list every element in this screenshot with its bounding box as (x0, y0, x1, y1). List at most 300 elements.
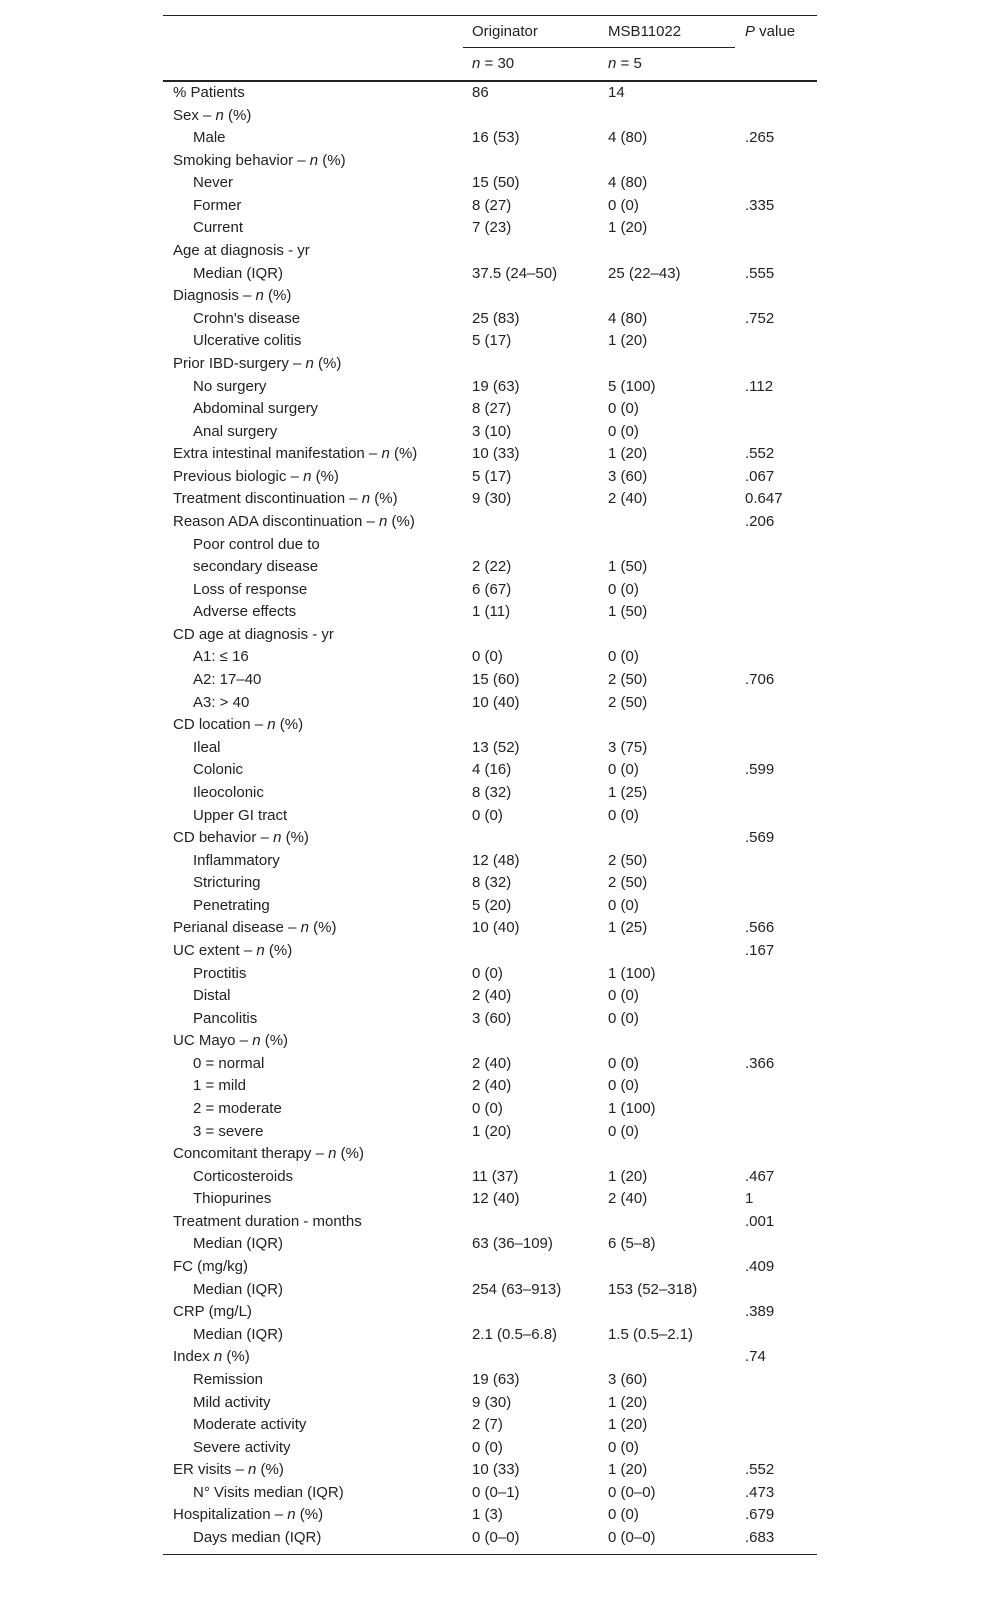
table-row (163, 827, 817, 850)
p-value: .555 (745, 264, 775, 282)
row-label (173, 488, 398, 511)
label-text: Distal (193, 987, 231, 1005)
table-row (163, 1369, 817, 1392)
originator-value: 5 (20) (472, 896, 512, 914)
msb11022-value: 0 (0) (608, 648, 639, 666)
msb11022-value: 0 (0) (608, 987, 639, 1005)
table-row (163, 1256, 817, 1279)
table-row (163, 1098, 817, 1121)
msb11022-value: 0 (0) (608, 422, 639, 440)
label-text: Mild activity (193, 1393, 271, 1411)
msb11022-value: 0 (0) (608, 196, 639, 214)
header-row-n (163, 48, 817, 80)
row-label (193, 737, 221, 760)
label-text: No surgery (193, 377, 267, 395)
table-row (163, 1008, 817, 1031)
row-label (193, 1437, 291, 1460)
table-row (163, 1188, 817, 1211)
row-label (193, 1527, 321, 1550)
label-italic: n (300, 919, 309, 937)
label-text: Colonic (193, 761, 244, 779)
table-row (163, 466, 817, 489)
msb11022-value: 2 (50) (608, 851, 648, 869)
table-row (163, 376, 817, 399)
msb11022-value: 0 (0) (608, 1077, 639, 1095)
label-text: Anal surgery (193, 422, 278, 440)
originator-value: 8 (27) (472, 400, 512, 418)
table-row (163, 579, 817, 602)
label-text: (%) (295, 1506, 324, 1524)
row-label (193, 759, 243, 782)
originator-value: 7 (23) (472, 219, 512, 237)
label-text: Poor control due to (193, 535, 320, 553)
label-text: FC (mg/kg) (173, 1258, 248, 1276)
msb11022-value: 1 (20) (608, 1461, 648, 1479)
label-text: Sex – (173, 106, 216, 124)
row-label (193, 669, 261, 692)
label-text: (%) (281, 829, 309, 847)
msb11022-value: 2 (50) (608, 671, 648, 689)
row-label (193, 534, 320, 557)
row-label (193, 782, 264, 805)
originator-value: 63 (36–109) (472, 1235, 553, 1253)
label-text: Extra intestinal manifestation – (173, 445, 382, 463)
table-row (163, 1143, 817, 1166)
n-msb11022 (608, 48, 642, 80)
row-label (193, 963, 246, 986)
p-value: .389 (745, 1303, 775, 1321)
originator-value: 10 (33) (472, 445, 520, 463)
label-italic: n (381, 445, 390, 463)
msb11022-value: 0 (0–0) (608, 1529, 656, 1546)
p-value: .409 (745, 1258, 775, 1276)
table-row (163, 105, 817, 128)
label-text: Age at diagnosis - yr (173, 242, 310, 260)
originator-value: 10 (40) (472, 919, 520, 937)
row-label (193, 263, 283, 286)
row-label (193, 195, 241, 218)
label-text: Abdominal surgery (193, 400, 319, 418)
row-label (173, 827, 309, 850)
row-label (173, 82, 245, 105)
label-text: 3 = severe (193, 1122, 264, 1140)
table-row (163, 692, 817, 715)
label-text: (%) (311, 467, 339, 485)
msb11022-value: 1 (100) (608, 964, 656, 982)
label-text: 2 = moderate (193, 1100, 282, 1118)
originator-value: 16 (53) (472, 129, 520, 147)
table-body (163, 82, 817, 1555)
row-label (193, 172, 233, 195)
label-text: Upper GI tract (193, 806, 288, 824)
originator-value: 254 (63–913) (472, 1280, 562, 1298)
row-label (193, 556, 318, 579)
label-text: (%) (313, 354, 342, 372)
row-label (173, 1211, 362, 1234)
row-label (193, 217, 243, 240)
row-label (193, 850, 280, 873)
originator-value: 4 (16) (472, 761, 512, 779)
originator-value: 37.5 (24–50) (472, 264, 558, 282)
originator-value: 5 (17) (472, 467, 512, 485)
p-value: .001 (745, 1212, 775, 1230)
table-row (163, 1504, 817, 1527)
table-row (163, 895, 817, 918)
originator-value: 8 (32) (472, 874, 512, 892)
label-text: UC extent – (173, 941, 257, 959)
label-text: secondary disease (193, 558, 319, 576)
table-row (163, 353, 817, 376)
row-label (193, 308, 300, 331)
label-text: (%) (264, 941, 293, 959)
row-label (173, 443, 417, 466)
p-value: .706 (745, 671, 775, 689)
row-label (193, 1482, 344, 1505)
label-italic: n (255, 287, 264, 305)
row-label (173, 1301, 252, 1324)
originator-value: 13 (52) (472, 738, 520, 756)
table-row (163, 534, 817, 557)
table-row (163, 421, 817, 444)
msb11022-value: 2 (40) (608, 490, 648, 508)
row-label (193, 1121, 263, 1144)
table-row (163, 1030, 817, 1053)
msb11022-value: 1.5 (0.5–2.1) (608, 1325, 694, 1343)
label-text: Ulcerative colitis (193, 332, 302, 350)
msb11022-value: 1 (20) (608, 1393, 648, 1411)
label-text: Pancolitis (193, 1009, 258, 1027)
table-row (163, 240, 817, 263)
p-value: .473 (745, 1483, 775, 1501)
baseline-characteristics-table (163, 15, 817, 1555)
originator-value: 6 (67) (472, 580, 512, 598)
row-label (173, 1459, 284, 1482)
table-row (163, 963, 817, 986)
p-value: .167 (745, 941, 775, 959)
originator-value: 0 (0) (472, 1438, 503, 1456)
row-label (193, 1392, 271, 1415)
msb11022-value: 2 (40) (608, 1190, 648, 1208)
p-value: .366 (745, 1054, 775, 1072)
row-label (193, 330, 301, 353)
label-text: (%) (223, 106, 252, 124)
label-text: (%) (308, 919, 337, 937)
row-label (193, 579, 307, 602)
table-row (163, 1166, 817, 1189)
originator-value: 3 (60) (472, 1009, 512, 1027)
label-italic: n (303, 467, 312, 485)
table-row (163, 805, 817, 828)
p-value: .74 (745, 1348, 766, 1366)
label-text: Concomitant therapy – (173, 1145, 329, 1163)
label-text: Corticosteroids (193, 1167, 294, 1185)
originator-value: 0 (0) (472, 806, 503, 824)
row-label (173, 1504, 323, 1527)
row-label (193, 646, 249, 669)
row-label (193, 872, 261, 895)
label-text: (%) (263, 287, 292, 305)
originator-value: 1 (3) (472, 1506, 503, 1524)
row-label (193, 692, 249, 715)
p-value: .752 (745, 309, 775, 327)
table-row (163, 217, 817, 240)
row-label (173, 1143, 364, 1166)
msb11022-value: 14 (608, 84, 625, 101)
label-text: Days median (IQR) (193, 1529, 322, 1546)
row-label (173, 105, 251, 128)
p-value: .566 (745, 919, 775, 937)
originator-value: 2.1 (0.5–6.8) (472, 1325, 558, 1343)
row-label (173, 1346, 250, 1369)
label-italic: n (378, 512, 388, 530)
row-label (193, 985, 231, 1008)
label-italic: n (215, 106, 224, 124)
label-text: 0 = normal (193, 1054, 265, 1072)
label-italic: n (361, 490, 371, 508)
n-value: = 30 (480, 55, 515, 72)
label-text: A2: 17–40 (193, 671, 262, 689)
label-text: Index (173, 1348, 214, 1366)
p-value: .112 (745, 377, 774, 395)
label-text: Loss of response (193, 580, 308, 598)
msb11022-value: 1 (20) (608, 1416, 648, 1434)
table-row (163, 850, 817, 873)
p-italic: P (745, 23, 756, 40)
label-text: Median (IQR) (193, 1235, 284, 1253)
table-row (163, 127, 817, 150)
originator-value: 9 (30) (472, 490, 512, 508)
msb11022-value: 4 (80) (608, 309, 648, 327)
originator-value: 9 (30) (472, 1393, 512, 1411)
label-text: Ileocolonic (193, 783, 264, 801)
label-text: Previous biologic – (173, 467, 304, 485)
row-label (173, 940, 292, 963)
row-label (193, 1369, 263, 1392)
label-text: (%) (336, 1145, 364, 1163)
p-value: .683 (745, 1529, 775, 1546)
row-label (193, 601, 296, 624)
originator-value: 2 (7) (472, 1416, 503, 1434)
label-italic: n (309, 151, 319, 169)
msb11022-value: 1 (100) (608, 1100, 656, 1118)
table-row (163, 443, 817, 466)
row-label (173, 917, 336, 940)
table-row (163, 737, 817, 760)
label-text: Inflammatory (193, 851, 280, 869)
table-row (163, 601, 817, 624)
label-italic: n (252, 1032, 261, 1050)
msb11022-value: 1 (20) (608, 219, 648, 237)
p-value: .335 (745, 196, 775, 214)
label-text: Current (193, 219, 244, 237)
msb11022-value: 1 (50) (608, 603, 648, 621)
table-row (163, 556, 817, 579)
table-row (163, 82, 817, 105)
msb11022-value: 0 (0) (608, 400, 639, 418)
msb11022-value: 3 (60) (608, 1370, 648, 1388)
table-row (163, 1437, 817, 1460)
n-value: = 5 (616, 55, 642, 72)
originator-value: 25 (83) (472, 309, 520, 327)
row-label (173, 511, 415, 534)
row-label (193, 127, 226, 150)
label-text: Smoking behavior – (173, 151, 310, 169)
row-label (173, 150, 346, 173)
table-row (163, 1459, 817, 1482)
p-value: .552 (745, 445, 775, 463)
msb11022-value: 0 (0–0) (608, 1483, 656, 1501)
n-italic: n (472, 55, 481, 72)
label-italic: n (287, 1506, 296, 1524)
msb11022-value: 153 (52–318) (608, 1280, 698, 1298)
label-text: (%) (389, 445, 418, 463)
originator-value: 12 (40) (472, 1190, 520, 1208)
row-label (173, 1256, 248, 1279)
msb11022-value: 1 (20) (608, 332, 648, 350)
msb11022-value: 25 (22–43) (608, 264, 681, 282)
label-italic: n (328, 1145, 337, 1163)
label-text: CD location – (173, 716, 268, 734)
table-row (163, 1482, 817, 1505)
label-text: Median (IQR) (193, 264, 284, 282)
table-row (163, 308, 817, 331)
row-label (173, 285, 291, 308)
p-value: .599 (745, 761, 775, 779)
originator-value: 1 (11) (472, 603, 511, 621)
row-label (193, 1279, 283, 1302)
label-text: Reason ADA discontinuation – (173, 512, 379, 530)
msb11022-value: 6 (5–8) (608, 1235, 656, 1253)
p-value: .265 (745, 129, 775, 147)
table-row (163, 511, 817, 534)
table-row (163, 1324, 817, 1347)
table-row (163, 1053, 817, 1076)
msb11022-value: 2 (50) (608, 693, 648, 711)
p-value: 1 (745, 1190, 754, 1208)
col-header-msb11022: MSB11022 (608, 23, 682, 40)
n-italic: n (608, 55, 617, 72)
label-text: (%) (370, 490, 398, 508)
label-text: 1 = mild (193, 1077, 246, 1095)
label-text: (%) (318, 151, 346, 169)
table-row (163, 172, 817, 195)
row-label (173, 624, 334, 647)
table-row (163, 782, 817, 805)
table-row (163, 669, 817, 692)
originator-value: 0 (0–1) (472, 1483, 520, 1501)
table-row (163, 940, 817, 963)
label-text: Never (193, 174, 234, 192)
row-label (173, 240, 310, 263)
header-row-groups (163, 16, 817, 48)
msb11022-value: 0 (0) (608, 1506, 639, 1524)
originator-value: 19 (63) (472, 1370, 520, 1388)
originator-value: 0 (0) (472, 1100, 503, 1118)
p-value: .552 (745, 1461, 775, 1479)
msb11022-value: 0 (0) (608, 1054, 639, 1072)
originator-value: 2 (40) (472, 987, 512, 1005)
table-row (163, 195, 817, 218)
p-value: .206 (745, 512, 775, 530)
table-row (163, 1392, 817, 1415)
row-label (193, 1098, 282, 1121)
row-label (193, 1188, 271, 1211)
label-text: Male (193, 129, 226, 147)
msb11022-value: 1 (50) (608, 558, 648, 576)
originator-value: 10 (33) (472, 1461, 520, 1479)
label-italic: n (305, 354, 314, 372)
table-row (163, 150, 817, 173)
table-row (163, 1121, 817, 1144)
row-label (193, 398, 318, 421)
label-text: Former (193, 196, 242, 214)
p-value: .467 (745, 1167, 775, 1185)
msb11022-value: 0 (0) (608, 1438, 639, 1456)
label-text: Crohn's disease (193, 309, 301, 327)
table-row (163, 872, 817, 895)
col-header-p-value (745, 16, 795, 48)
table-row (163, 488, 817, 511)
table-row (163, 1301, 817, 1324)
msb11022-value: 1 (25) (608, 783, 648, 801)
msb11022-value: 3 (75) (608, 738, 648, 756)
originator-value: 2 (40) (472, 1077, 512, 1095)
label-italic: n (256, 941, 265, 959)
label-text: Diagnosis – (173, 287, 256, 305)
table-row (163, 1527, 817, 1550)
label-text: A1: ≤ 16 (193, 648, 249, 666)
col-header-originator: Originator (472, 23, 538, 40)
row-label (193, 1008, 257, 1031)
label-text: (%) (222, 1348, 250, 1366)
originator-value: 12 (48) (472, 851, 520, 869)
originator-value: 11 (37) (472, 1167, 519, 1185)
originator-value: 10 (40) (472, 693, 520, 711)
table-row (163, 646, 817, 669)
label-italic: n (248, 1461, 257, 1479)
msb11022-value: 2 (50) (608, 874, 648, 892)
row-label (193, 895, 270, 918)
originator-value: 2 (22) (472, 558, 512, 576)
label-text: (%) (387, 512, 415, 530)
row-label (173, 714, 303, 737)
p-value: .679 (745, 1506, 775, 1524)
row-label (193, 1166, 293, 1189)
row-label (193, 376, 266, 399)
label-text: Penetrating (193, 896, 270, 914)
label-italic: n (213, 1348, 223, 1366)
table-row (163, 1233, 817, 1256)
msb11022-value: 0 (0) (608, 580, 639, 598)
msb11022-value: 5 (100) (608, 377, 656, 395)
label-text: CRP (mg/L) (173, 1303, 252, 1321)
msb11022-value: 0 (0) (608, 896, 639, 914)
table-row (163, 1075, 817, 1098)
originator-value: 15 (50) (472, 174, 520, 192)
row-label (193, 805, 287, 828)
originator-value: 2 (40) (472, 1054, 512, 1072)
label-text: CD age at diagnosis - yr (173, 625, 334, 643)
label-text: % Patients (173, 84, 245, 101)
msb11022-value: 1 (20) (608, 445, 648, 463)
originator-value: 0 (0) (472, 648, 503, 666)
originator-value: 8 (32) (472, 783, 512, 801)
table-row (163, 1211, 817, 1234)
label-text: Adverse effects (193, 603, 297, 621)
label-text: (%) (275, 716, 304, 734)
label-text: ER visits – (173, 1461, 249, 1479)
label-text: Remission (193, 1370, 264, 1388)
